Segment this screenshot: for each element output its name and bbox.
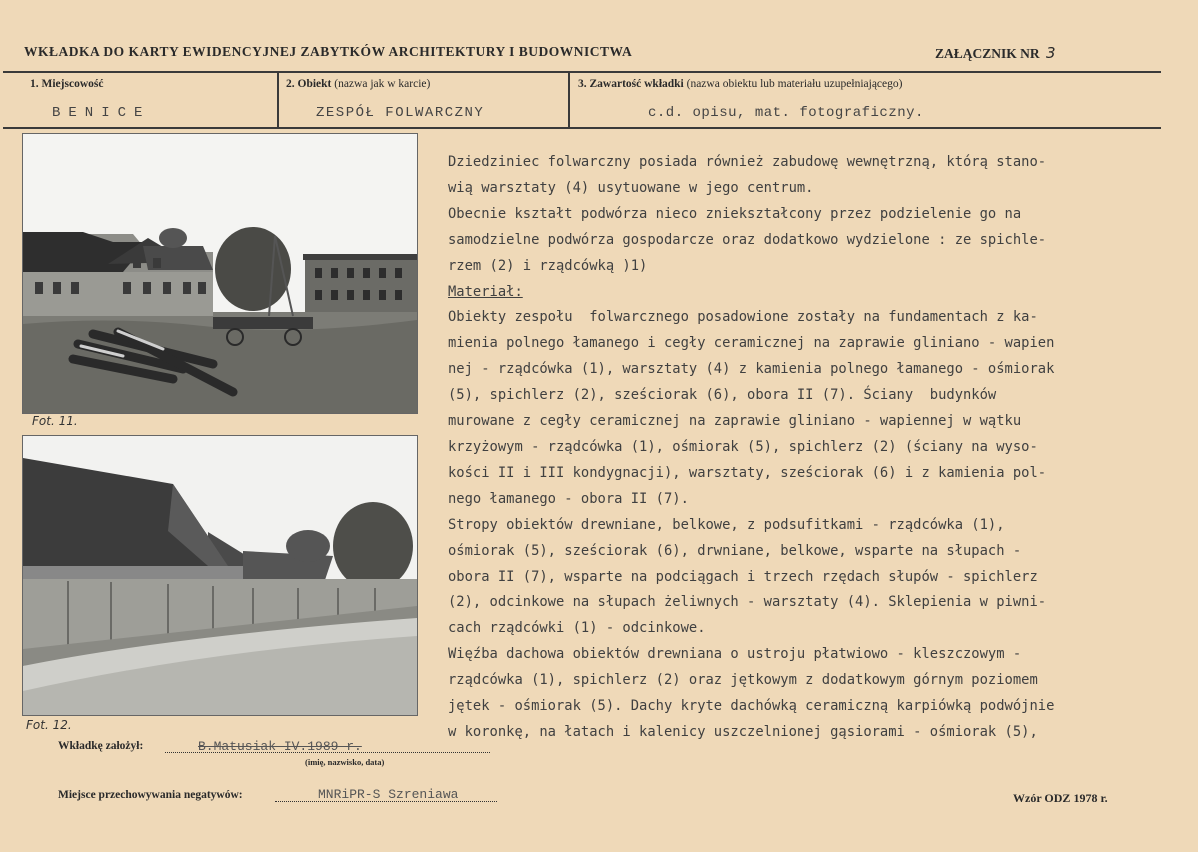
object-label-text: 2. Obiekt (286, 78, 332, 90)
text-line: wią warsztaty (4) usytuowane w jego centrum. (448, 179, 814, 196)
document-title: WKŁADKA DO KARTY EWIDENCYJNEJ ZABYTKÓW ARCHITEKTURY I BUDOWNICTWA (24, 44, 633, 59)
photo-1-caption: Fot. 11. (32, 414, 78, 428)
created-by-value: B.Matusiak IV.1989 r. (198, 739, 362, 754)
section-heading-material: Materiał: (448, 283, 523, 300)
text-line: samodzielne podwórza gospodarcze oraz dodatkowo wydzielone : ze spichle- (448, 231, 1047, 248)
photo-farm-wall-and-lane-image (23, 436, 417, 715)
content-label-hint: (nazwa obiektu lub materiału uzupełniającego) (686, 78, 903, 90)
text-line: rządcówka (1), spichlerz (2) oraz jętkowym z dodatkowym górnym poziomem (448, 672, 1038, 689)
header-top-rule (3, 71, 1161, 73)
text-line: Obecnie kształt podwórza nieco zniekształcony przez podzielenie go na (448, 205, 1022, 222)
text-line: nego łamanego - obora II (7). (448, 490, 689, 507)
photo-2-caption: Fot. 12. (26, 718, 72, 732)
negatives-label: Miejsce przechowywania negatywów: (58, 789, 243, 801)
text-line: (2), odcinkowe na słupach żeliwnych - warsztaty (4). Sklepienia w piwni- (448, 594, 1047, 611)
description-text (448, 150, 1183, 746)
text-line: kości II i III kondygnacji), warsztaty, sześciorak (6) i z kamienia pol- (448, 464, 1047, 481)
text-line: obora II (7), wsparte na podciągach i trzech rzędach słupów - spichlerz (448, 568, 1038, 585)
text-line: cach rządcówki (1) - odcinkowe. (448, 620, 706, 637)
text-line: Stropy obiektów drewniane, belkowe, z podsufitkami - rządcówka (1), (448, 516, 1005, 533)
text-line: ośmiorak (5), sześciorak (6), drwniane, belkowe, wsparte na słupach - (448, 542, 1022, 559)
annex-label (935, 44, 1056, 62)
field-divider-1 (277, 72, 279, 128)
object-label-hint: (nazwa jak w karcie) (334, 78, 431, 90)
text-line: krzyżowym - rządcówka (1), ośmiorak (5), spichlerz (2) (ściany na wyso- (448, 438, 1038, 455)
text-line: Obiekty zespołu folwarcznego posadowione zostały na fundamentach z ka- (448, 309, 1038, 326)
object-label (286, 78, 430, 90)
locality-label: 1. Miejscowość (30, 78, 104, 90)
photo-farm-buildings (22, 133, 418, 414)
created-by-label: Wkładkę założył: (58, 740, 144, 752)
field-divider-2 (568, 72, 570, 128)
created-by-hint: (imię, nazwisko, data) (305, 757, 385, 767)
locality-value: BENICE (52, 105, 151, 121)
photo-farm-buildings-image (23, 134, 417, 413)
text-line: murowane z cegły ceramicznej na zaprawie gliniano - wapiennej w wątku (448, 413, 1022, 430)
text-line: nej - rządcówka (1), warsztaty (4) z kamienia polnego łamanego - ośmiorak (448, 361, 1055, 378)
text-line: mienia polnego łamanego i cegły ceramicznej na zaprawie gliniano - wapien (448, 335, 1055, 352)
object-value: ZESPÓŁ FOLWARCZNY (316, 105, 485, 121)
content-label-text: 3. Zawartość wkładki (578, 78, 684, 90)
negatives-value: MNRiPR-S Szreniawa (318, 787, 459, 802)
photo-farm-wall-and-lane (22, 435, 418, 716)
text-line: rzem (2) i rządcówką )1) (448, 257, 648, 274)
text-line: w koronkę, na łatach i kalenicy uszczelnionej gąsiorami - ośmiorak (5), (448, 723, 1038, 740)
text-line: Więźba dachowa obiektów drewniana o ustroju płatwiowo - kleszczowym - (448, 646, 1022, 663)
annex-label-text: ZAŁĄCZNIK NR (935, 46, 1040, 61)
content-label (578, 78, 902, 90)
content-value: c.d. opisu, mat. fotograficzny. (648, 105, 924, 121)
annex-number: 3 (1046, 44, 1056, 62)
text-line: jętek - ośmiorak (5). Dachy kryte dachówką ceramiczną karpiówką podwójnie (448, 698, 1055, 715)
form-code: Wzór ODZ 1978 r. (1013, 791, 1108, 805)
text-line: Dziedziniec folwarczny posiada również zabudowę wewnętrzną, którą stano- (448, 154, 1047, 170)
header-bottom-rule (3, 127, 1161, 129)
text-line: (5), spichlerz (2), sześciorak (6), obora II (7). Ściany budynków (448, 387, 997, 404)
